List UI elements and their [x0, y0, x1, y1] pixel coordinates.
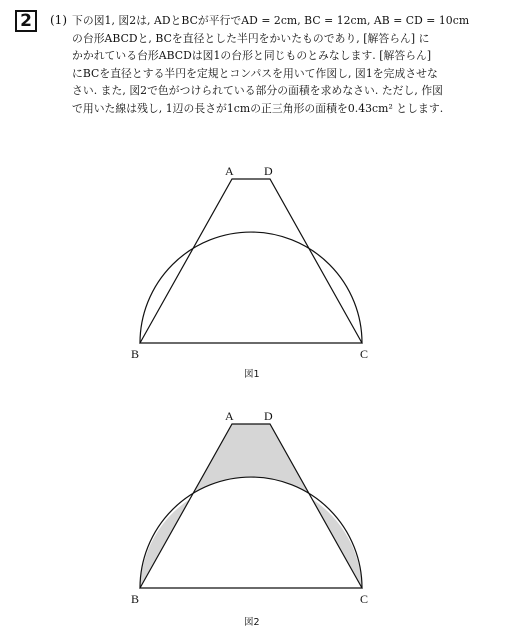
- figure-2: [0, 405, 515, 630]
- label-c: C: [360, 347, 369, 361]
- label-d: D: [264, 164, 273, 178]
- problem-line: の台形ABCDと, BCを直径とした半円をかいたものであり, [解答らん] に: [72, 31, 430, 45]
- problem-line: で用いた線は残し, 1辺の長さが1cmの正三角形の面積を0.43cm² とします.: [72, 101, 444, 115]
- label-b: B: [131, 592, 140, 606]
- problem-line: かかれている台形ABCDは図1の台形と同じものとみなします. [解答らん]: [72, 49, 432, 62]
- label-a: A: [225, 409, 234, 423]
- trapezoid-abcd: [140, 179, 362, 343]
- semicircle: [140, 232, 362, 343]
- label-c: C: [360, 592, 369, 606]
- problem-line: さい. また, 図2で色がつけられている部分の面積を求めなさい. ただし, 作図: [72, 84, 444, 97]
- label-b: B: [131, 347, 140, 361]
- problem-line: 下の図1, 図2は, ADとBCが平行でAD = 2cm, BC = 12cm, AB = CD = 10cm: [72, 14, 470, 27]
- sub-question-number: (1): [50, 13, 67, 27]
- figure-1: [0, 160, 515, 380]
- question-number: 2: [15, 10, 37, 32]
- label-d: D: [264, 409, 273, 423]
- label-a: A: [225, 164, 234, 178]
- problem-line: にBCを直径とする半円を定規とコンパスを用いて作図し, 図1を完成させな: [72, 66, 438, 80]
- figure-2-caption: 図2: [244, 617, 260, 628]
- figure-1-caption: 図1: [244, 369, 260, 380]
- problem-text: [72, 12, 504, 117]
